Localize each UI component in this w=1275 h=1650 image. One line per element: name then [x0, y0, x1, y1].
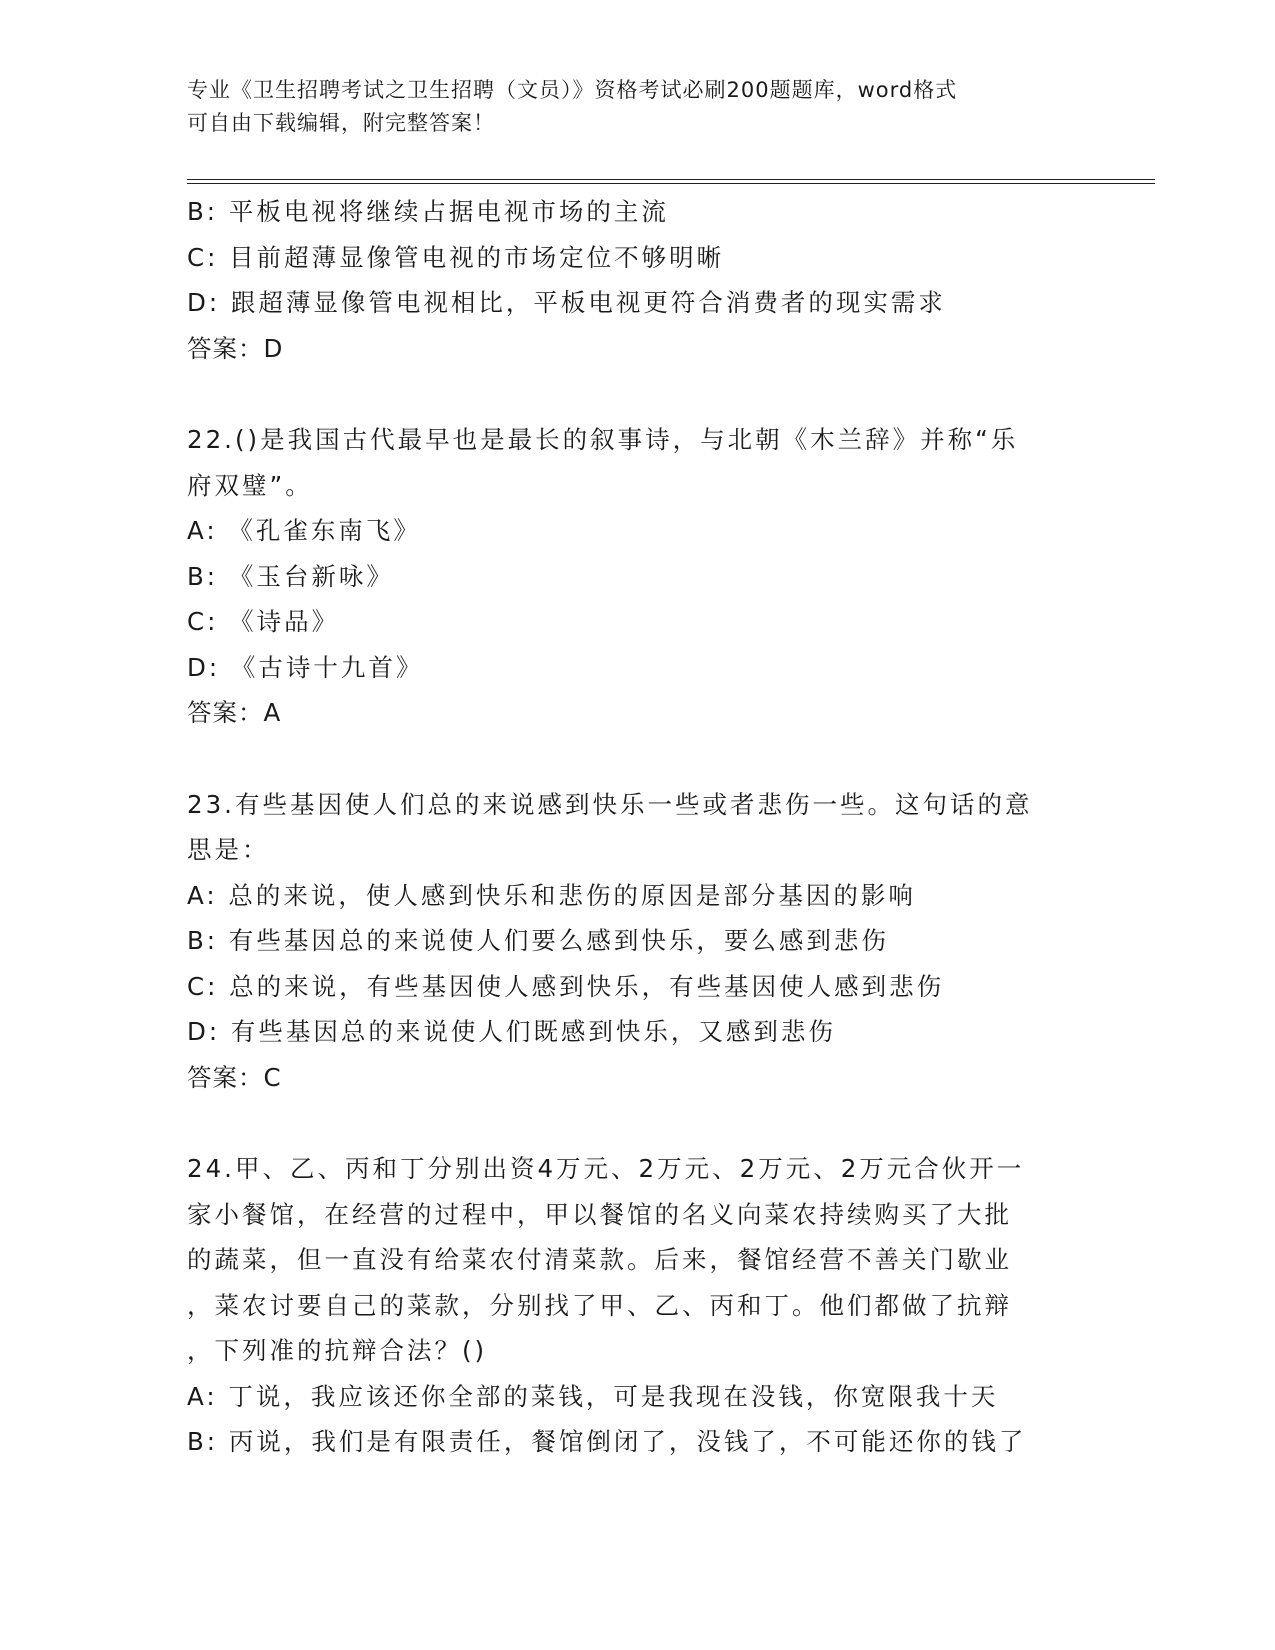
question-stem-line: 思是： [187, 835, 270, 864]
option-d: D: 《古诗十九首》 [187, 652, 424, 682]
question-stem-line: 府双璧”。 [187, 470, 313, 500]
question-stem-line: 家小餐馆，在经营的过程中，甲以餐馆的名义向菜农持续购买了大批 [187, 1199, 1012, 1229]
question-22 [187, 417, 1087, 736]
option-b: B: 《玉台新咏》 [187, 561, 394, 591]
header-title-line-1: 专业《卫生招聘考试之卫生招聘（文员）》资格考试必刷200题题库，word格式 [187, 78, 958, 102]
question-24 [187, 1146, 1087, 1465]
option-d: D: 有些基因总的来说使人们既感到快乐，又感到悲伤 [187, 1017, 836, 1046]
option-a: A: 《孔雀东南飞》 [187, 516, 421, 545]
option-b: B: 有些基因总的来说使人们要么感到快乐，要么感到悲伤 [187, 926, 889, 955]
spacer [187, 736, 1087, 782]
question-stem-line: 的蔬菜，但一直没有给菜农付清菜款。后来，餐馆经营不善关门歇业 [187, 1245, 1012, 1274]
question-stem-line: 24.甲、乙、丙和丁分别出资4万元、2万元、2万元、2万元合伙开一 [187, 1154, 1025, 1183]
option-c: C: 总的来说，有些基因使人感到快乐，有些基因使人感到悲伤 [187, 971, 945, 1001]
question-21-tail [187, 189, 1087, 371]
option-b: B: 平板电视将继续占据电视市场的主流 [187, 197, 669, 226]
question-stem-line: 23.有些基因使人们总的来说感到快乐一些或者悲伤一些。这句话的意 [187, 789, 1033, 819]
question-stem-line: ，菜农讨要自己的菜款，分别找了甲、乙、丙和丁。他们都做了抗辩 [187, 1290, 1012, 1320]
page-header [187, 74, 1087, 140]
option-a: A: 丁说，我应该还你全部的菜钱，可是我现在没钱，你宽限我十天 [187, 1381, 999, 1411]
header-divider [187, 179, 1155, 184]
answer: 答案：A [187, 698, 282, 727]
header-title-line-2: 可自由下载编辑，附完整答案！ [187, 111, 495, 135]
answer: 答案：D [187, 333, 284, 363]
spacer [187, 1100, 1087, 1146]
spacer [187, 371, 1087, 417]
answer: 答案：C [187, 1062, 282, 1092]
option-b: B: 丙说，我们是有限责任，餐馆倒闭了，没钱了，不可能还你的钱了 [187, 1427, 1027, 1456]
option-c: C: 《诗品》 [187, 607, 340, 636]
question-23 [187, 782, 1087, 1101]
option-c: C: 目前超薄显像管电视的市场定位不够明晰 [187, 242, 725, 272]
option-a: A: 总的来说，使人感到快乐和悲伤的原因是部分基因的影响 [187, 880, 916, 910]
question-stem-line: ，下列准的抗辩合法？() [187, 1336, 488, 1365]
document-body [187, 189, 1087, 1465]
option-d: D: 跟超薄显像管电视相比，平板电视更符合消费者的现实需求 [187, 288, 946, 317]
question-stem-line: 22.()是我国古代最早也是最长的叙事诗，与北朝《木兰辞》并称“乐 [187, 425, 1019, 454]
